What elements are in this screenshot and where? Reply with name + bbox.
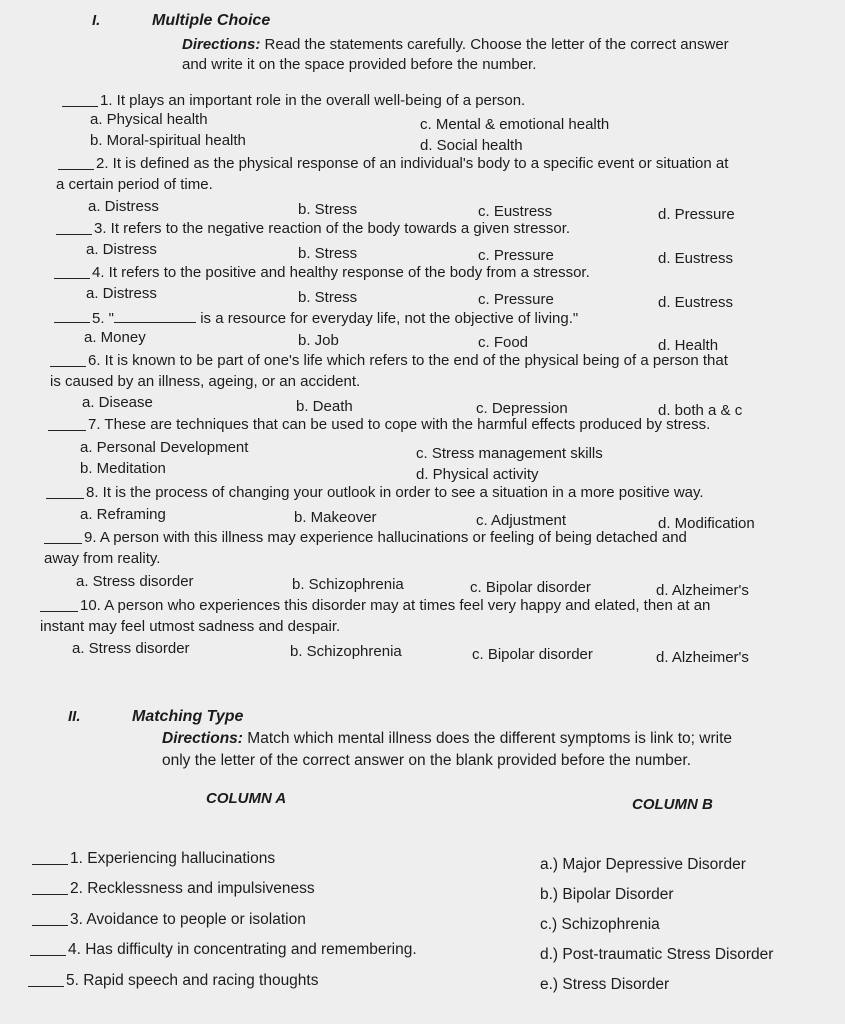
question-2-stem: 2. It is defined as the physical response of an individual's body to a specific event or situation at <box>96 155 729 172</box>
q6-choice-d: d. both a & c <box>658 402 743 419</box>
q2-choice-d: d. Pressure <box>658 206 735 223</box>
q2-choice-a: a. Distress <box>88 198 159 215</box>
q7-choice-a: a. Personal Development <box>80 439 249 456</box>
column-a-item-3: 3. Avoidance to people or isolation <box>70 911 306 928</box>
question-10-stem-cont: instant may feel utmost sadness and despair. <box>40 618 341 635</box>
section-1-title: Multiple Choice <box>152 12 271 29</box>
question-5-number: 5. " <box>92 310 115 327</box>
question-10-stem: 10. A person who experiences this disorder may at times feel very happy and elated, then at an <box>80 597 711 614</box>
q2-choice-c: c. Eustress <box>478 203 553 220</box>
q3-choice-c: c. Pressure <box>478 247 554 264</box>
answer-blank-q9[interactable] <box>44 529 82 544</box>
q5-choice-d: d. Health <box>658 337 719 354</box>
question-7-stem: 7. These are techniques that can be used to cope with the harmful effects produced by stress. <box>88 416 711 433</box>
q2-choice-b: b. Stress <box>298 201 358 218</box>
q8-choice-c: c. Adjustment <box>476 512 567 529</box>
matching-blank-4[interactable] <box>30 941 66 956</box>
question-9-stem-cont: away from reality. <box>44 550 161 567</box>
q4-choice-a: a. Distress <box>86 285 157 302</box>
column-b-item-e: e.) Stress Disorder <box>540 976 670 993</box>
matching-blank-3[interactable] <box>32 911 68 926</box>
section-1-numeral: I. <box>92 12 101 29</box>
section-2-numeral: II. <box>68 708 81 725</box>
question-3-stem: 3. It refers to the negative reaction of the body towards a given stressor. <box>94 220 571 237</box>
q4-choice-c: c. Pressure <box>478 291 554 308</box>
q1-choice-b: b. Moral-spiritual health <box>90 132 246 149</box>
question-5-text: is a resource for everyday life, not the objective of living." <box>200 310 579 327</box>
matching-blank-1[interactable] <box>32 850 68 865</box>
q3-choice-b: b. Stress <box>298 245 358 262</box>
fill-in-blank-q5[interactable] <box>114 308 196 323</box>
column-b-item-d: d.) Post-traumatic Stress Disorder <box>540 946 774 963</box>
q10-choice-c: c. Bipolar disorder <box>472 646 593 663</box>
answer-blank-q8[interactable] <box>46 484 84 499</box>
column-b-item-c: c.) Schizophrenia <box>540 916 660 933</box>
question-6-stem: 6. It is known to be part of one's life which refers to the end of the physical being of a person that <box>88 352 728 369</box>
q9-choice-b: b. Schizophrenia <box>292 576 404 593</box>
question-8-stem: 8. It is the process of changing your outlook in order to see a situation in a more positive way. <box>86 484 704 501</box>
section-2-directions-text-line2: only the letter of the correct answer on the blank provided before the number. <box>162 752 692 769</box>
column-a-item-4: 4. Has difficulty in concentrating and remembering. <box>68 941 417 958</box>
section-2-title: Matching Type <box>132 708 244 725</box>
column-b-header: COLUMN B <box>632 796 713 813</box>
matching-blank-5[interactable] <box>28 972 64 987</box>
question-4-stem: 4. It refers to the positive and healthy response of the body from a stressor. <box>92 264 590 281</box>
q3-choice-d: d. Eustress <box>658 250 734 267</box>
q7-choice-c: c. Stress management skills <box>416 445 603 462</box>
section-1-directions <box>182 36 729 53</box>
q4-choice-b: b. Stress <box>298 289 358 306</box>
q5-choice-c: c. Food <box>478 334 529 351</box>
q1-choice-c: c. Mental & emotional health <box>420 116 610 133</box>
answer-blank-q10[interactable] <box>40 597 78 612</box>
section-2-directions-text-line1: Match which mental illness does the different symptoms is link to; write <box>247 730 732 747</box>
q1-choice-a: a. Physical health <box>90 111 208 128</box>
q4-choice-d: d. Eustress <box>658 294 734 311</box>
q9-choice-c: c. Bipolar disorder <box>470 579 591 596</box>
answer-blank-q1[interactable] <box>62 92 98 107</box>
q5-choice-a: a. Money <box>84 329 146 346</box>
column-a-item-5: 5. Rapid speech and racing thoughts <box>66 972 319 989</box>
question-1-stem: 1. It plays an important role in the overall well-being of a person. <box>100 92 526 109</box>
q5-choice-b: b. Job <box>298 332 339 349</box>
answer-blank-q3[interactable] <box>56 220 92 235</box>
q7-choice-d: d. Physical activity <box>416 466 539 483</box>
q6-choice-a: a. Disease <box>82 394 153 411</box>
q8-choice-d: d. Modification <box>658 515 755 532</box>
question-2-stem-cont: a certain period of time. <box>56 176 213 193</box>
answer-blank-q4[interactable] <box>54 264 90 279</box>
q7-choice-b: b. Meditation <box>80 460 166 477</box>
answer-blank-q7[interactable] <box>48 416 86 431</box>
question-6-stem-cont: is caused by an illness, ageing, or an accident. <box>50 373 361 390</box>
section-2-directions-label: Directions: <box>162 730 243 747</box>
q10-choice-d: d. Alzheimer's <box>656 649 749 666</box>
answer-blank-q2[interactable] <box>58 155 94 170</box>
q6-choice-c: c. Depression <box>476 400 568 417</box>
q9-choice-a: a. Stress disorder <box>76 573 194 590</box>
column-b-item-b: b.) Bipolar Disorder <box>540 886 674 903</box>
answer-blank-q5[interactable] <box>54 308 90 323</box>
directions-text-line1: Read the statements carefully. Choose the letter of the correct answer <box>264 36 729 53</box>
q1-choice-d: d. Social health <box>420 137 523 154</box>
question-5-stem <box>92 308 578 327</box>
answer-blank-q6[interactable] <box>50 352 86 367</box>
matching-blank-2[interactable] <box>32 880 68 895</box>
directions-text-line2: and write it on the space provided before the number. <box>182 56 537 73</box>
q9-choice-d: d. Alzheimer's <box>656 582 749 599</box>
column-a-header: COLUMN A <box>206 790 287 807</box>
q10-choice-a: a. Stress disorder <box>72 640 190 657</box>
column-b-item-a: a.) Major Depressive Disorder <box>540 856 746 873</box>
question-9-stem: 9. A person with this illness may experience hallucinations or feeling of being detached and <box>84 529 687 546</box>
q10-choice-b: b. Schizophrenia <box>290 643 402 660</box>
q8-choice-a: a. Reframing <box>80 506 166 523</box>
column-a-item-1: 1. Experiencing hallucinations <box>70 850 276 867</box>
q6-choice-b: b. Death <box>296 398 353 415</box>
q8-choice-b: b. Makeover <box>294 509 377 526</box>
directions-label: Directions: <box>182 36 261 53</box>
column-a-item-2: 2. Recklessness and impulsiveness <box>70 880 315 897</box>
q3-choice-a: a. Distress <box>86 241 157 258</box>
section-2-directions <box>162 730 732 748</box>
